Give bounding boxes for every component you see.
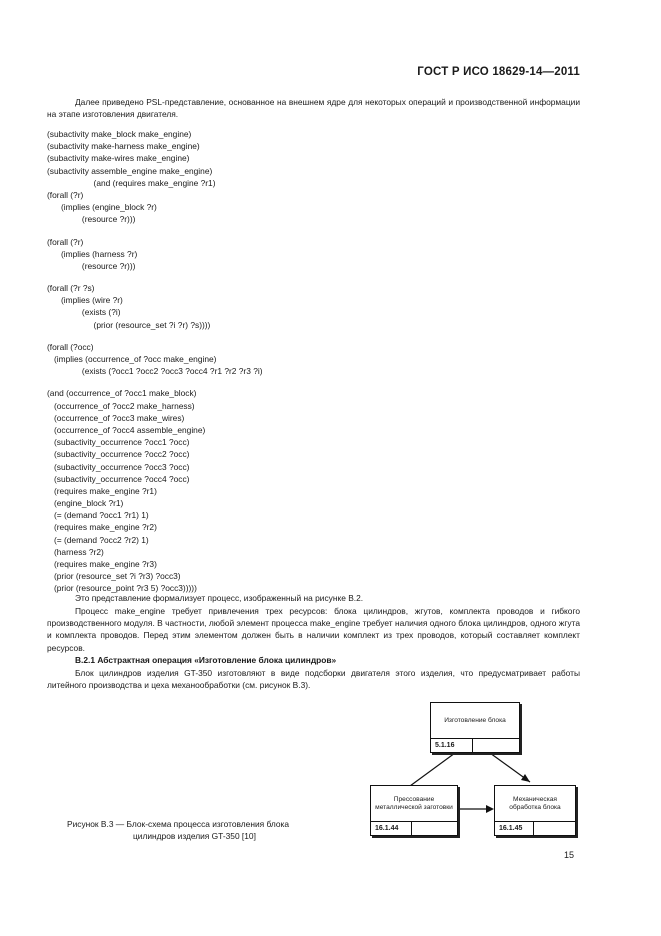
psl-code-block <box>47 128 567 595</box>
code-line: (exists (?i) <box>47 307 121 318</box>
code-line: (and (requires make_engine ?r1) <box>47 177 216 188</box>
code-line: (= (demand ?occ1 ?r1) 1) <box>47 510 149 521</box>
code-line: (subactivity_occurrence ?occ2 ?occ) <box>47 449 190 460</box>
code-line: (occurrence_of ?occ3 make_wires) <box>47 412 185 423</box>
diagram-box-top <box>430 702 520 753</box>
connector-left <box>410 753 455 786</box>
box-footer <box>495 821 575 835</box>
process-flow-diagram <box>360 696 580 841</box>
diagram-box-right <box>494 785 576 836</box>
code-gap <box>47 272 567 282</box>
code-line: (subactivity_occurrence ?occ4 ?occ) <box>47 473 190 484</box>
code-line: (subactivity make_block make_engine) <box>47 129 192 139</box>
code-line: (occurrence_of ?occ2 make_harness) <box>47 400 195 411</box>
box-footer <box>431 738 519 752</box>
arrowhead-horizontal <box>486 805 494 813</box>
section-subheading: В.2.1 Абстрактная операция «Изготовление блока цилиндров» <box>75 655 337 665</box>
box-title: Механическая обработка блока <box>509 795 561 811</box>
code-line: (implies (wire ?r) <box>47 295 123 306</box>
code-line: (= (demand ?occ2 ?r2) 1) <box>47 534 149 545</box>
caption-line-2: цилиндров изделия GT-350 [10] <box>133 831 256 842</box>
code-line: (occurrence_of ?occ4 assemble_engine) <box>47 424 206 435</box>
code-line: (and (occurrence_of ?occ1 make_block) <box>47 388 197 399</box>
code-line: (resource ?r))) <box>47 214 136 225</box>
diagram-box-left <box>370 785 458 836</box>
code-line: (forall (?r ?s) <box>47 283 95 294</box>
code-line: (implies (engine_block ?r) <box>47 202 157 213</box>
code-line: (implies (occurrence_of ?occ make_engine) <box>47 354 217 364</box>
arrowhead-right <box>521 774 530 782</box>
code-line: (forall (?r) <box>47 189 84 200</box>
code-gap <box>47 377 567 387</box>
page-number: 15 <box>564 850 575 860</box>
code-line: (harness ?r2) <box>47 546 104 557</box>
box-title: Изготовление блока <box>444 716 506 724</box>
code-line: (exists (?occ1 ?occ2 ?occ3 ?occ4 ?r1 ?r2 ?r3 ?i) <box>47 366 263 377</box>
code-line: (resource ?r))) <box>47 260 136 271</box>
figure-caption <box>67 818 357 842</box>
box-id: 5.1.16 <box>431 739 473 752</box>
box-id: 16.1.45 <box>495 822 534 835</box>
code-line: (prior (resource_set ?i ?r) ?s)))) <box>47 319 211 330</box>
code-line: (implies (harness ?r) <box>47 248 138 259</box>
caption-line-1: Рисунок В.3 — Блок-схема процесса изготовления блока <box>67 819 290 829</box>
box-title: Прессование металлической заготовки <box>375 795 453 811</box>
document-header: ГОСТ Р ИСО 18629-14—2011 <box>417 66 580 78</box>
code-line: (subactivity assemble_engine make_engine) <box>47 165 213 176</box>
paragraph-formalizes: Это представление формализует процесс, изображенный на рисунке В.2. <box>75 593 364 603</box>
code-line: (forall (?occ) <box>47 341 94 352</box>
code-line: (prior (resource_point ?r3 5) ?occ3))))) <box>47 583 197 594</box>
code-line: (subactivity make-harness make_engine) <box>47 141 200 152</box>
code-line: (subactivity_occurrence ?occ3 ?occ) <box>47 461 190 472</box>
code-line: (requires make_engine ?r2) <box>47 522 157 533</box>
code-line: (subactivity make-wires make_engine) <box>47 153 190 164</box>
code-line: (subactivity_occurrence ?occ1 ?occ) <box>47 437 190 448</box>
code-line: (forall (?r) <box>47 236 84 247</box>
code-line: (prior (resource_set ?i ?r3) ?occ3) <box>47 571 181 582</box>
intro-paragraph: Далее приведено PSL-представление, основанное на внешнем ядре для некоторых операций и производственной информации на этапе изготовления двигателя. <box>47 97 580 120</box>
code-line: (requires make_engine ?r1) <box>47 485 157 496</box>
code-line: (requires make_engine ?r3) <box>47 559 157 569</box>
code-line: (engine_block ?r1) <box>47 498 124 509</box>
code-gap <box>47 331 567 341</box>
box-id: 16.1.44 <box>371 822 412 835</box>
paragraph-resources: Процесс make_engine требует привлечения трех ресурсов: блока цилиндров, жгутов, комплекта проводов и гибкого производственного модуля. В частности, любой элемент процесса make_engine требует наличия одного блока цилиндров, одного жгута и комплекта проводов. Перед этим элементом должен быть в наличии комплект из трех проводов, который составляет комплект ресурсов. <box>47 606 580 653</box>
code-gap <box>47 226 567 236</box>
box-footer <box>371 821 457 835</box>
paragraph-gt350: Блок цилиндров изделия GT-350 изготовляют в виде подсборки двигателя этого изделия, что предусматривает работы литейного производства и цеха механообработки (см. рисунок В.3). <box>47 668 580 691</box>
